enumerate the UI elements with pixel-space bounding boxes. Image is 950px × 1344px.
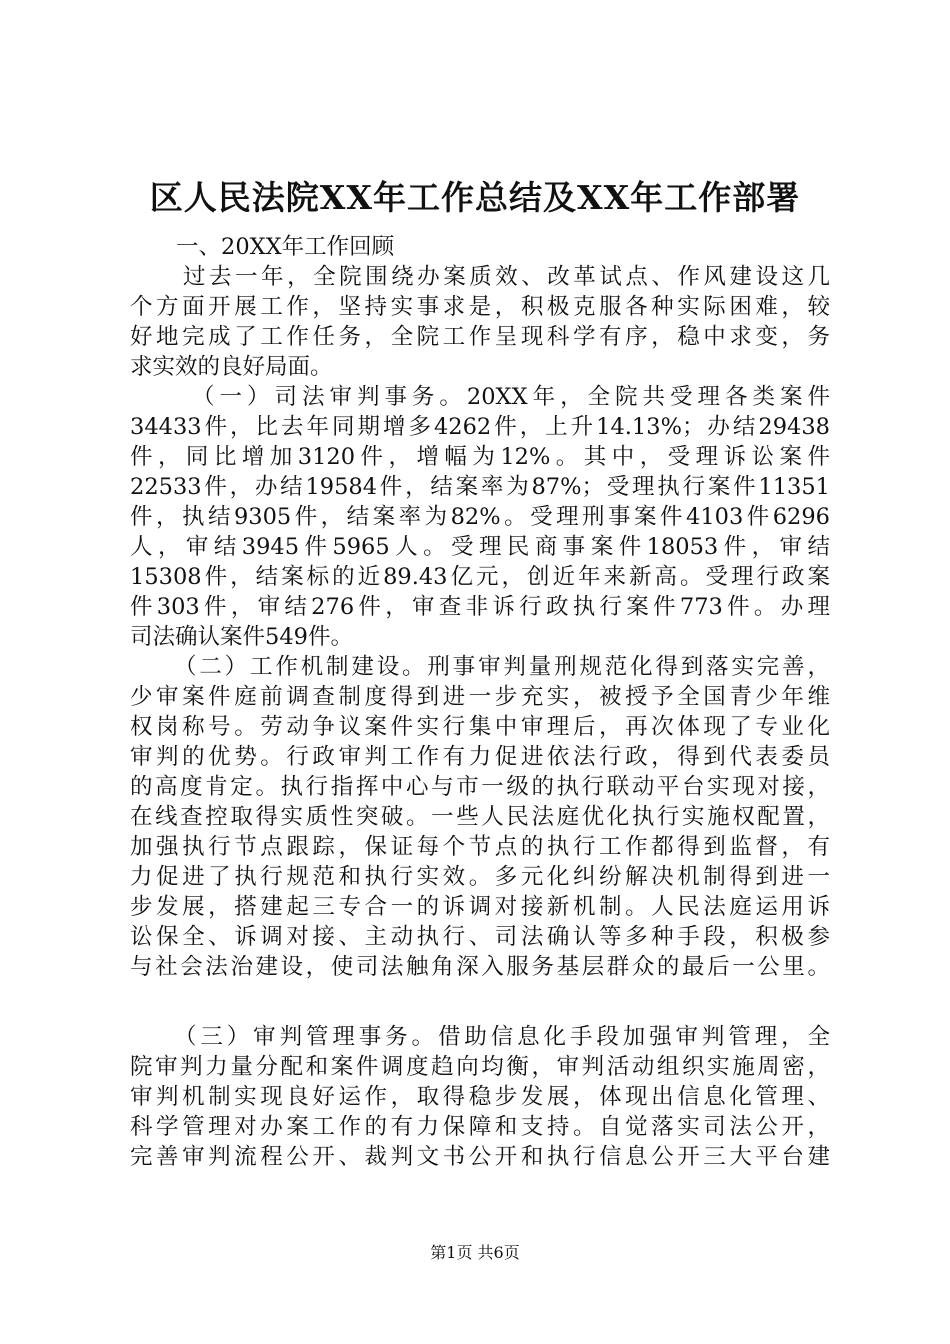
paragraph-line: 完善审判流程公开、裁判文书公开和执行信息公开三大平台建 — [130, 1144, 830, 1170]
paragraph-line: 15308件，结案标的近89.43亿元，创近年来新高。受理行政案 — [130, 564, 830, 590]
page-title: 区人民法院XX年工作总结及XX年工作部署 — [149, 178, 801, 217]
paragraph-line: 少审案件庭前调查制度得到进一步充实，被授予全国青少年维 — [130, 684, 830, 710]
paragraph-line: 在线查控取得实质性突破。一些人民法庭优化执行实施权配置， — [130, 804, 830, 830]
paragraph-line: 个方面开展工作，坚持实事求是，积极克服各种实际困难，较 — [130, 294, 830, 320]
paragraph-line: 院审判力量分配和案件调度趋向均衡，审判活动组织实施周密， — [130, 1054, 830, 1080]
page-number-footer: 第1页 共6页 — [430, 1243, 520, 1262]
paragraph-line: 34433件，比去年同期增多4262件，上升14.13%；办结29438 — [130, 414, 830, 440]
paragraph-line: 步发展，搭建起三专合一的诉调对接新机制。人民法庭运用诉 — [130, 894, 830, 920]
paragraph-line: （二）工作机制建设。刑事审判量刑规范化得到落实完善， — [174, 654, 830, 680]
paragraph-line: 讼保全、诉调对接、主动执行、司法确认等多种手段，积极参 — [130, 924, 830, 950]
paragraph-line: 审判机制实现良好运作，取得稳步发展，体现出信息化管理、 — [130, 1084, 830, 1110]
document-body — [130, 232, 830, 1172]
paragraph-line: 司法确认案件549件。 — [130, 624, 353, 650]
paragraph-line: 科学管理对办案工作的有力保障和支持。自觉落实司法公开， — [130, 1114, 830, 1140]
paragraph-line: 审判的优势。行政审判工作有力促进依法行政，得到代表委员 — [130, 744, 830, 770]
paragraph-line: 件303件，审结276件，审查非诉行政执行案件773件。办理 — [130, 594, 830, 620]
paragraph-line: 与社会法治建设，使司法触角深入服务基层群众的最后一公里。 — [130, 954, 830, 980]
paragraph-gap — [130, 982, 830, 1022]
paragraph-line: 加强执行节点跟踪，保证每个节点的执行工作都得到监督，有 — [130, 834, 830, 860]
paragraph-line: 22533件，办结19584件，结案率为87%；受理执行案件11351 — [130, 474, 830, 500]
paragraph-line: 好地完成了工作任务，全院工作呈现科学有序，稳中求变，务 — [130, 324, 830, 350]
paragraph-line: 人，审结3945件5965人。受理民商事案件18053件，审结 — [130, 534, 830, 560]
paragraph-line: 过去一年，全院围绕办案质效、改革试点、作风建设这几 — [183, 264, 830, 290]
section-heading: 一、20XX年工作回顾 — [176, 234, 395, 260]
paragraph-line: 力促进了执行规范和执行实效。多元化纠纷解决机制得到进一 — [130, 864, 830, 890]
paragraph-line: 的高度肯定。执行指挥中心与市一级的执行联动平台实现对接， — [130, 774, 830, 800]
paragraph-line: 件，执结9305件，结案率为82%。受理刑事案件4103件6296 — [130, 504, 830, 530]
paragraph-line: 求实效的良好局面。 — [130, 354, 333, 380]
paragraph-line: 件，同比增加3120件，增幅为12%。其中，受理诉讼案件 — [130, 444, 830, 470]
paragraph-line: 权岗称号。劳动争议案件实行集中审理后，再次体现了专业化 — [130, 714, 830, 740]
paragraph-line: （三）审判管理事务。借助信息化手段加强审判管理，全 — [174, 1024, 830, 1050]
paragraph-line: （一）司法审判事务。20XX年，全院共受理各类案件 — [192, 384, 830, 410]
